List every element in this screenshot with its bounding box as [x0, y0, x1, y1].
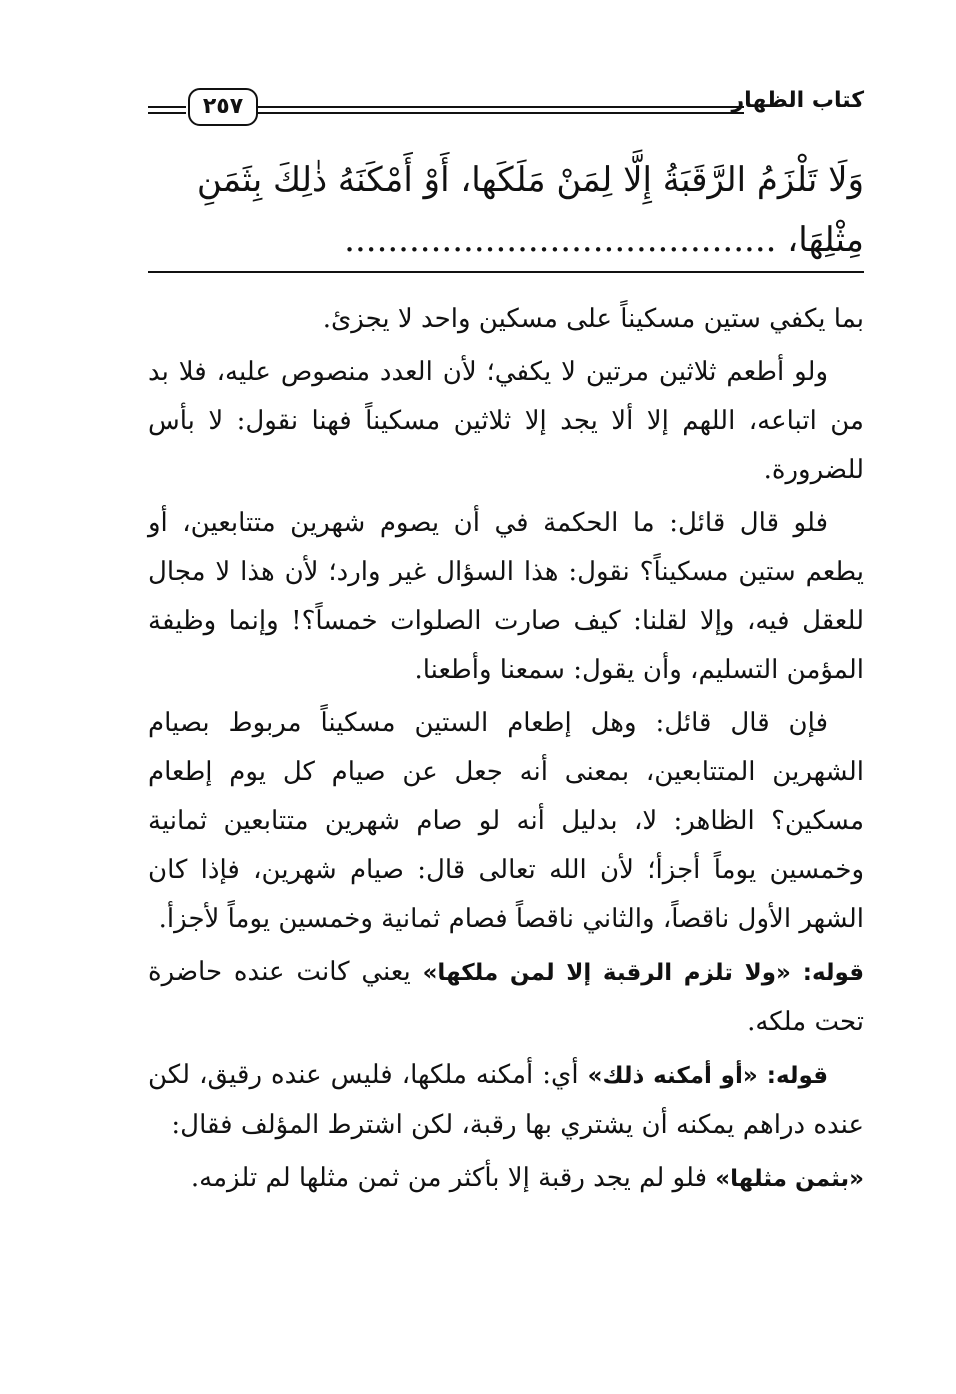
- matn-line-2-text: مِثْلِهَا،: [787, 220, 864, 260]
- qawluhu-paragraph-2: [148, 1051, 864, 1150]
- commentary: [148, 295, 864, 1208]
- paragraph-wisdom: فلو قال قائل: ما الحكمة في أن يصوم شهرين متتابعين، أو يطعم ستين مسكيناً؟ نقول: هذا السؤال غير وارد؛ لأن هذا لا مجال للعقل فيه، وإلا لقلنا: كيف صارت الصلوات خمساً؟! وإنما وظيفة المؤمن التسليم، وأن يقول: سمعنا وأطعنا.: [148, 508, 864, 685]
- qawluhu-explanation: يعني كانت عنده حاضرة تحت ملكه.: [148, 957, 864, 1037]
- page-number: ٢٥٧: [188, 88, 258, 126]
- header-rule-left-bottom: [148, 112, 186, 114]
- qawluhu-explanation: أي: أمكنه ملكها، فليس عنده رقيق، لكن عنده دراهم يمكنه أن يشتري بها رقبة، لكن اشترط المؤلف فقال:: [148, 1060, 864, 1140]
- final-explanation: فلو لم يجد رقبة إلا بأكثر من ثمن مثلها لم تلزمه.: [190, 1163, 708, 1193]
- qawluhu-label: قوله:: [766, 1063, 829, 1089]
- chapter-title: كتاب الظهار: [731, 88, 864, 113]
- running-header: [148, 86, 864, 134]
- paragraph-thirty-twice: ولو أطعم ثلاثين مرتين لا يكفي؛ لأن العدد منصوص عليه، فلا بد من اتباعه، اللهم إلا ألا يجد إلا ثلاثين مسكيناً فهنا نقول: لا بأس للضرورة.: [148, 357, 864, 485]
- qawluhu-quote: «ولا تلزم الرقبة إلا لمن ملكها»: [422, 960, 791, 986]
- header-rule-left-top: [148, 106, 186, 108]
- matn-divider: [148, 271, 864, 273]
- matn-text: [148, 150, 864, 270]
- header-rule-right-top: [258, 106, 744, 108]
- qawluhu-label: قوله:: [802, 960, 865, 986]
- matn-line-1: وَلَا تَلْزَمُ الرَّقَبَةُ إِلَّا لِمَنْ مَلَكَها، أَوْ أَمْكَنَهُ ذٰلِكَ بِثَمَنِ: [196, 160, 864, 200]
- matn-line-2: [148, 210, 864, 270]
- paragraph-feeding-link: فإن قال قائل: وهل إطعام الستين مسكيناً مربوط بصيام الشهرين المتتابعين، بمعنى أنه جعل عن صيام كل يوم إطعام مسكين؟ الظاهر: لا، بدليل أنه لو صام شهرين متتابعين ثمانية وخمسين يوماً أجزأ؛ لأن الله تعالى قال: صيام شهرين، فإذا كان الشهر الأول ناقصاً، والثاني ناقصاً فصام ثمانية وخمسين يوماً لأجزأ.: [148, 708, 864, 934]
- final-paragraph: [148, 1154, 864, 1204]
- matn-dots: ........................................: [344, 220, 777, 260]
- qawluhu-paragraph-1: [148, 948, 864, 1047]
- final-quote: «بثمن مثلها»: [715, 1166, 864, 1192]
- qawluhu-quote: «أو أمكنه ذلك»: [587, 1063, 758, 1089]
- header-rule-right-bottom: [258, 112, 744, 114]
- paragraph-continuation: بما يكفي ستين مسكيناً على مسكين واحد لا يجزئ.: [322, 304, 864, 334]
